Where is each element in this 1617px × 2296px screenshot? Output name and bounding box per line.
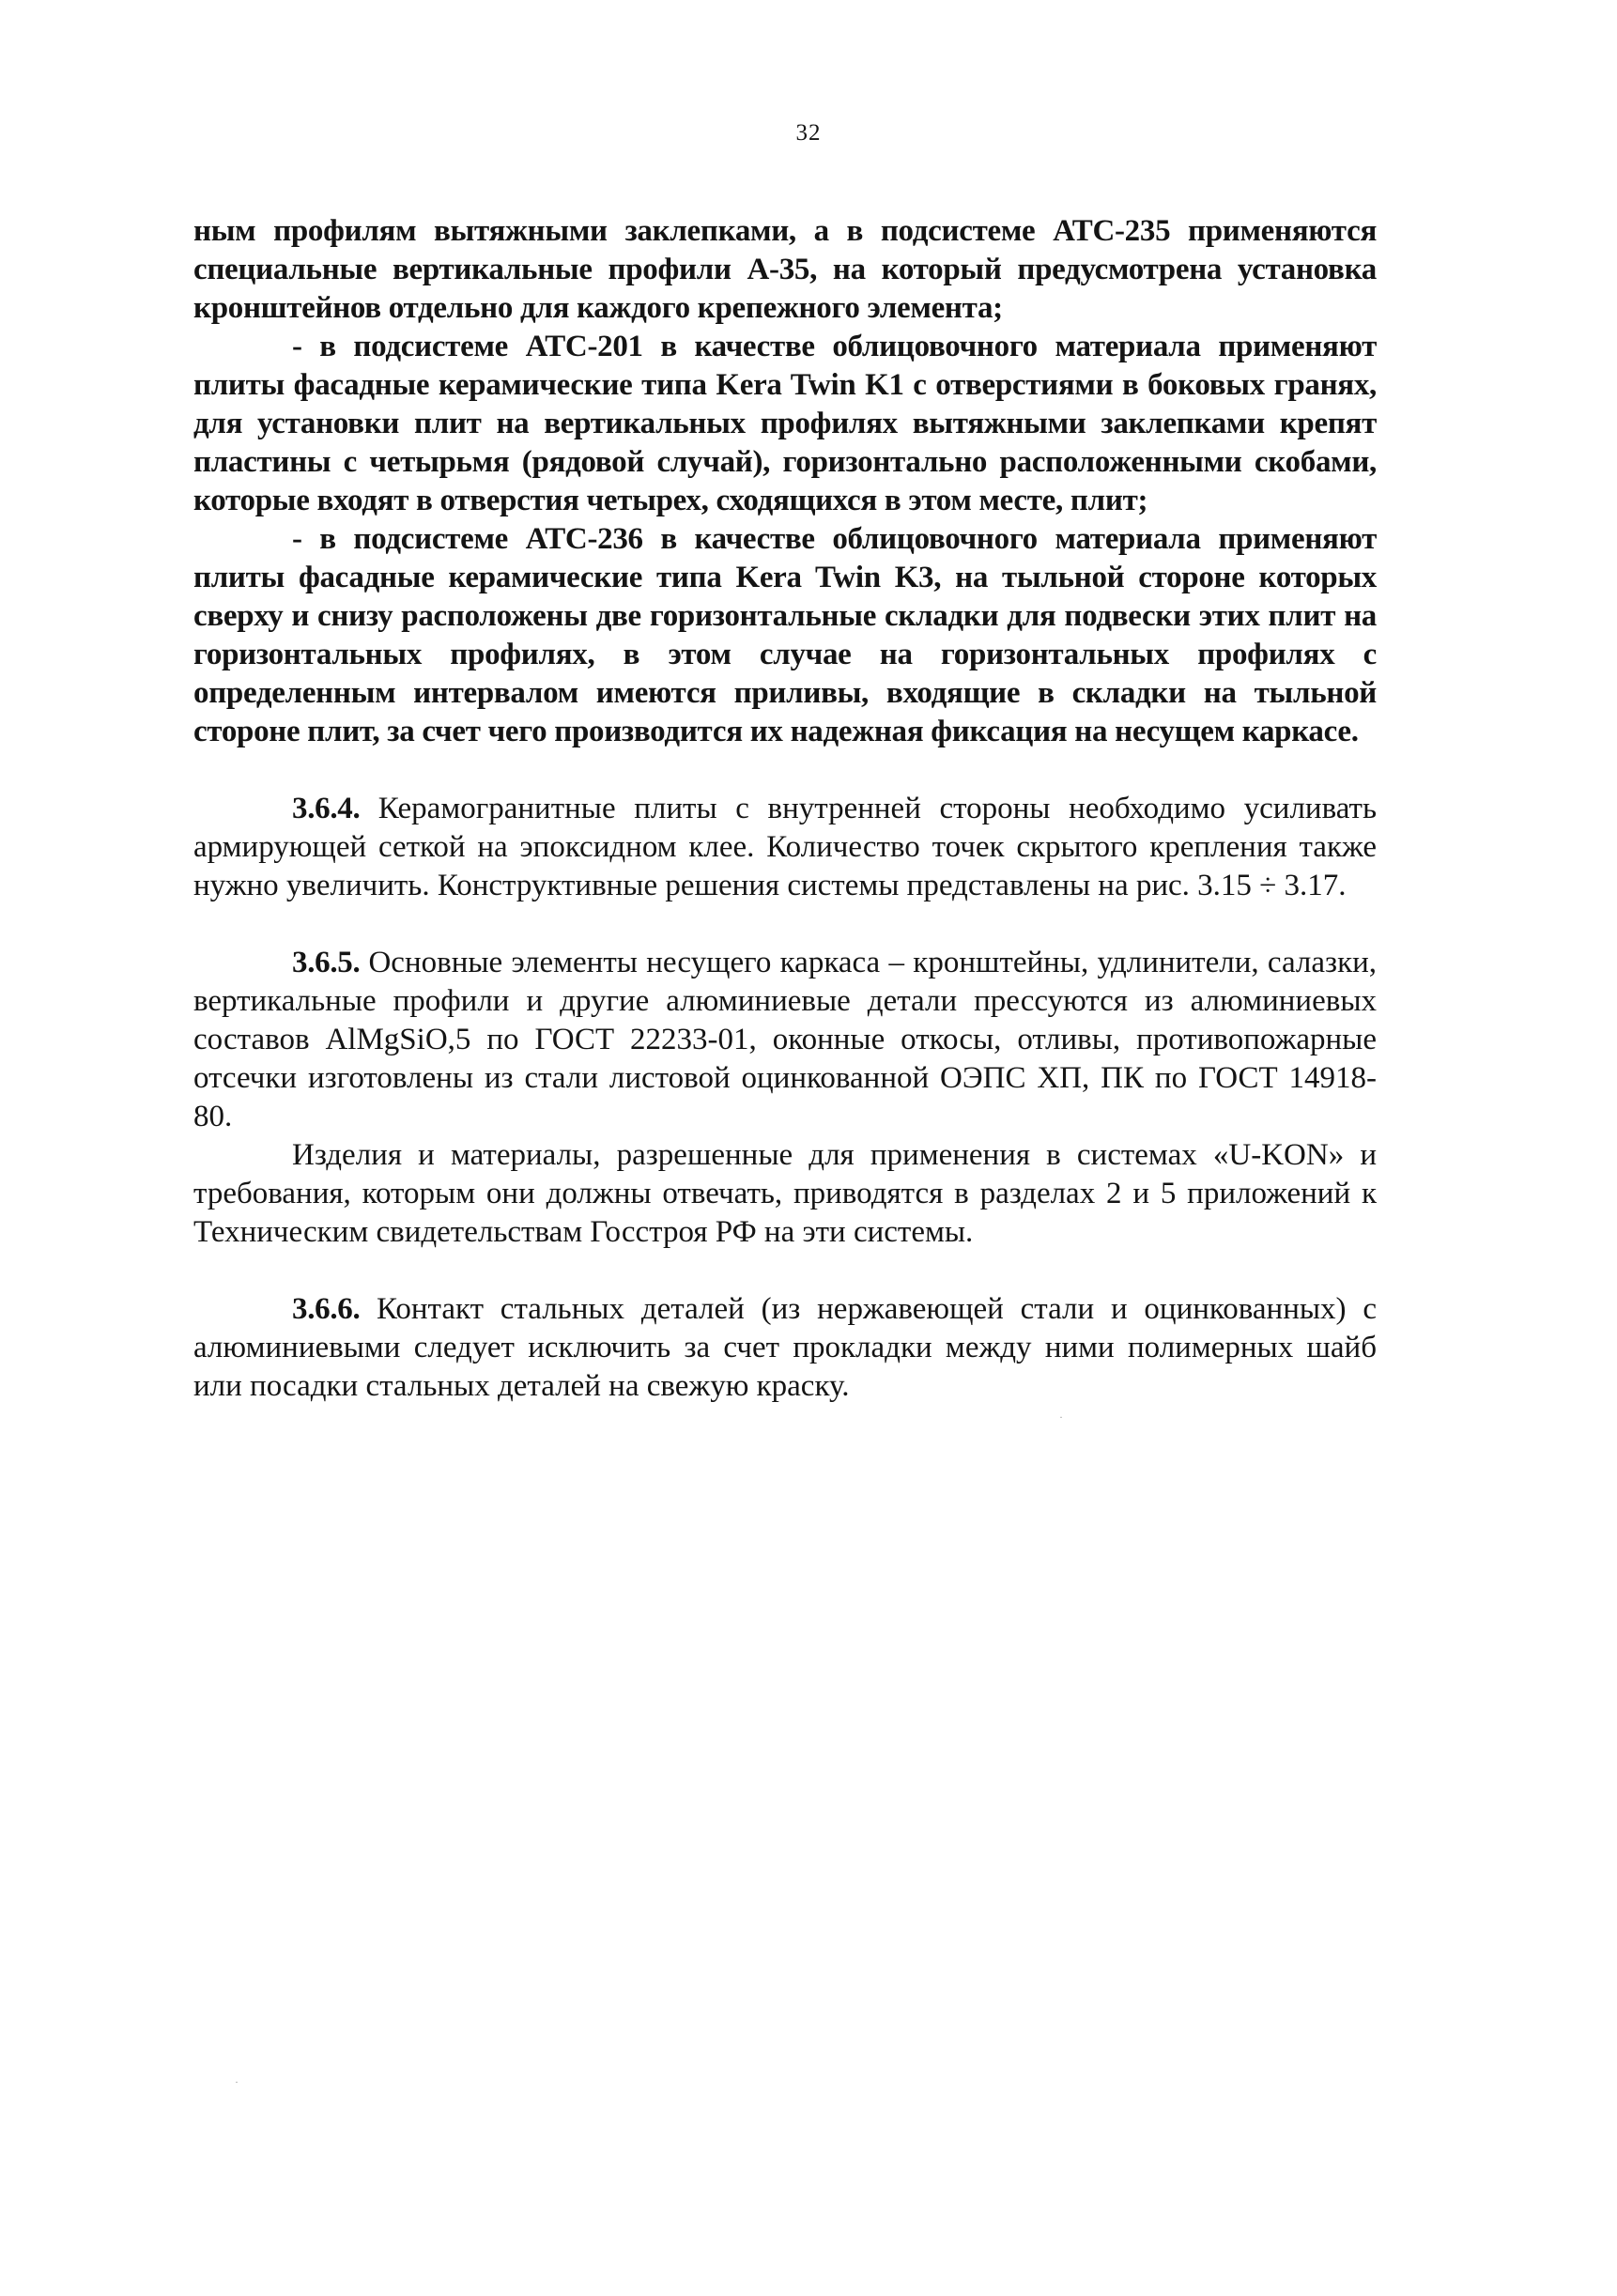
list-item-atc-236: - в подсистеме АТС-236 в качестве облицовочного материала применяют плиты фасадные керамические типа Kera Twin K3, на тыльной стороне которых сверху и снизу расположены две горизонтальные складки для подвески этих плит на горизонтальных профилях, в этом случае на горизонтальных профилях с определенным интервалом имеются приливы, входящие в складки на тыльной стороне плит, за счет чего производится их надежная фиксация на несущем каркасе.: [193, 522, 1377, 748]
paragraph-text: Изделия и материалы, разрешенные для применения в системах «U-KON» и требования, которым они должны отвечать, приводятся в разделах 2 и 5 приложений к Техническим свидетельствам Госстроя РФ на эти системы.: [193, 1138, 1377, 1249]
section-text: Керамогранитные плиты с внутренней стороны необходимо усиливать армирующей сеткой на эпоксидном клее. Количество точек скрытого крепления также нужно увеличить. Конструктивные решения системы представлены на рис. 3.15 ÷ 3.17.: [193, 792, 1377, 902]
paragraph-materials: [193, 1136, 1377, 1252]
scan-speck: ·: [1059, 1410, 1063, 1424]
section-number: 3.6.6.: [292, 1292, 361, 1326]
section-3-6-6: [193, 1290, 1377, 1406]
section-3-6-5: [193, 944, 1377, 1136]
paragraph-continuation: ным профилям вытяжными заклепками, а в подсистеме АТС-235 применяются специальные вертикальные профили А-35, на который предусмотрена установка кронштейнов отдельно для каждого крепежного элемента;: [193, 214, 1377, 325]
section-number: 3.6.4.: [292, 792, 361, 825]
page-number: 32: [795, 120, 822, 146]
section-number: 3.6.5.: [292, 946, 361, 979]
section-text: Контакт стальных деталей (из нержавеющей стали и оцинкованных) с алюминиевыми следует исключить за счет прокладки между ними полимерных шайб или посадки стальных деталей на свежую краску.: [193, 1292, 1377, 1403]
scan-speck: ·: [235, 2075, 239, 2088]
document-body: [193, 212, 1377, 1406]
list-item-atc-201: - в подсистеме АТС-201 в качестве облицовочного материала применяют плиты фасадные керамические типа Kera Twin K1 с отверстиями в боковых гранях, для установки плит на вертикальных профилях вытяжными заклепками крепят пластины с четырьмя (рядовой случай), горизонтально расположенными скобами, которые входят в отверстия четырех, сходящихся в этом месте, плит;: [193, 330, 1377, 517]
section-text: Основные элементы несущего каркаса – кронштейны, удлинители, салазки, вертикальные профили и другие алюминиевые детали прессуются из алюминиевых составов AlMgSiO,5 по ГОСТ 22233-01, оконные откосы, отливы, противопожарные отсечки изготовлены из стали листовой оцинкованной ОЭПС ХП, ПК по ГОСТ 14918-80.: [193, 946, 1378, 1133]
section-3-6-4: [193, 790, 1377, 905]
